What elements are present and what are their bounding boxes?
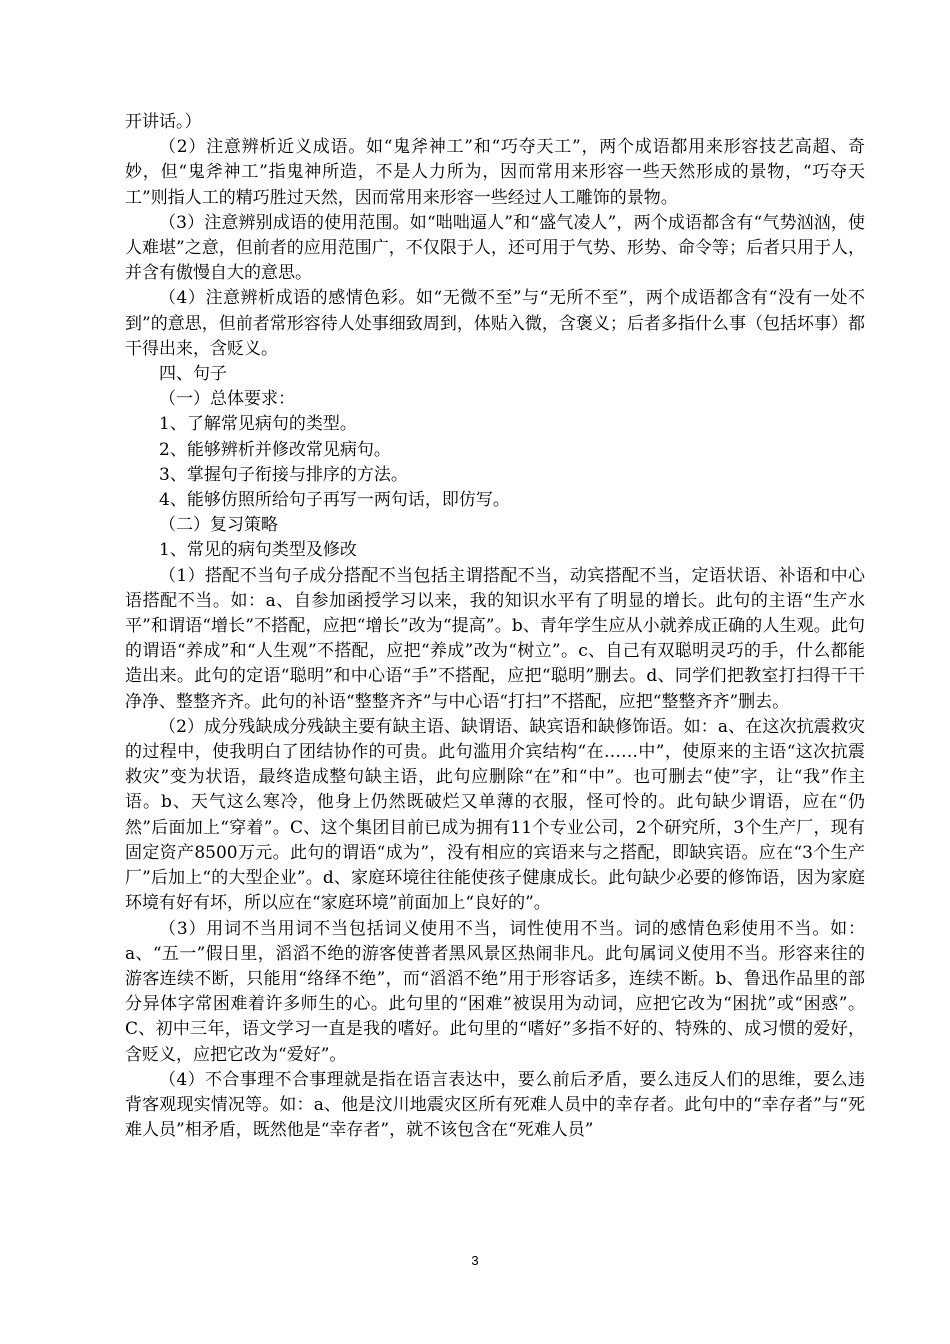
paragraph: （4）不合事理不合事理就是指在语言表达中，要么前后矛盾，要么违反人们的思维，要么违背客观现实情况等。如：a、他是汶川地震灾区所有死难人员中的幸存者。此句中的“幸存者”与“死难人员”相矛盾，既然他是“幸存者”，就不该包含在“死难人员”	[125, 1069, 865, 1141]
paragraph: （1）搭配不当句子成分搭配不当包括主谓搭配不当，动宾搭配不当，定语状语、补语和中心语搭配不当。如：a、自参加函授学习以来，我的知识水平有了明显的增长。此句的主语“生产水平”和谓语“增长”不搭配，应把“增长”改为“提高”。b、青年学生应从小就养成正确的人生观。此句的谓语“养成”和“人生观”不搭配，应把“养成”改为“树立”。c、自己有双聪明灵巧的手，什么都能造出来。此句的定语“聪明”和中心语“手”不搭配，应把“聪明”删去。d、同学们把教室打扫得干干净净、整整齐齐。此句的补语“整整齐齐”与中心语“打扫”不搭配，应把“整整齐齐”删去。	[125, 565, 865, 712]
list-item: 1、了解常见病句的类型。	[159, 414, 357, 435]
paragraph: （2）注意辨析近义成语。如“鬼斧神工”和“巧夺天工”，两个成语都用来形容技艺高超、奇妙，但“鬼斧神工”指鬼神所造，不是人力所为，因而常用来形容一些天然形成的景物，“巧夺天工”则指人工的精巧胜过天然，因而常用来形容一些经过人工雕饰的景物。	[125, 137, 865, 208]
subsection-heading: （二）复习策略	[159, 515, 278, 536]
list-item: 2、能够辨析并修改常见病句。	[159, 439, 391, 460]
paragraph: （2）成分残缺成分残缺主要有缺主语、缺谓语、缺宾语和缺修饰语。如：a、在这次抗震救灾的过程中，使我明白了团结协作的可贵。此句滥用介宾结构“在……中”，使原来的主语“这次抗震救灾”变为状语，最终造成整句缺主语，此句应删除“在”和“中”。也可删去“使”字，让“我”作主语。b、天气这么寒冷，他身上仍然既破烂又单薄的衣服，怪可怜的。此句缺少谓语，应在“仍然”后面加上“穿着”。C、这个集团目前已成为拥有11个专业公司，2个研究所，3个生产厂，现有固定资产8500万元。此句的谓语“成为”，没有相应的宾语来与之搭配，即缺宾语。应在“3个生产厂”后加上“的大型企业”。d、家庭环境往往能使孩子健康成长。此句缺少必要的修饰语，因为家庭环境有好有坏，所以应在“家庭环境”前面加上“良好的”。	[125, 716, 865, 914]
list-item: 3、掌握句子衔接与排序的方法。	[159, 464, 408, 485]
paragraph: （4）注意辨析成语的感情色彩。如“无微不至”与“无所不至”，两个成语都含有“没有一处不到”的意思，但前者常形容待人处事细致周到，体贴入微，含褒义；后者多指什么事（包括坏事）都干得出来，含贬义。	[125, 288, 865, 359]
list-item: 1、常见的病句类型及修改	[159, 540, 357, 561]
document-body	[125, 110, 865, 1143]
paragraph: 开讲话。）	[125, 112, 202, 132]
subsection-heading: （一）总体要求：	[159, 389, 295, 410]
page-number: 3	[471, 1253, 479, 1268]
paragraph: （3）注意辨别成语的使用范围。如“咄咄逼人”和“盛气凌人”，两个成语都含有“气势汹汹，使人难堪”之意，但前者的应用范围广，不仅限于人，还可用于气势、形势、命令等；后者只用于人，并含有傲慢自大的意思。	[125, 212, 865, 284]
section-heading: 四、句子	[159, 364, 227, 385]
paragraph: （3）用词不当用词不当包括词义使用不当，词性使用不当。词的感情色彩使用不当。如：a、“五一”假日里，滔滔不绝的游客使普者黑风景区热闹非凡。此句属词义使用不当。形容来往的游客连续不断，只能用“络绎不绝”，而“滔滔不绝”用于形容话多，连续不断。b、鲁迅作品里的部分异体字常困难着许多师生的心。此句里的“困难”被误用为动词，应把它改为“困扰”或“困惑”。C、初中三年，语文学习一直是我的嗜好。此句里的“嗜好”多指不好的、特殊的、成习惯的爱好，含贬义，应把它改为“爱好”。	[125, 918, 865, 1065]
list-item: 4、能够仿照所给句子再写一两句话，即仿写。	[159, 490, 510, 511]
